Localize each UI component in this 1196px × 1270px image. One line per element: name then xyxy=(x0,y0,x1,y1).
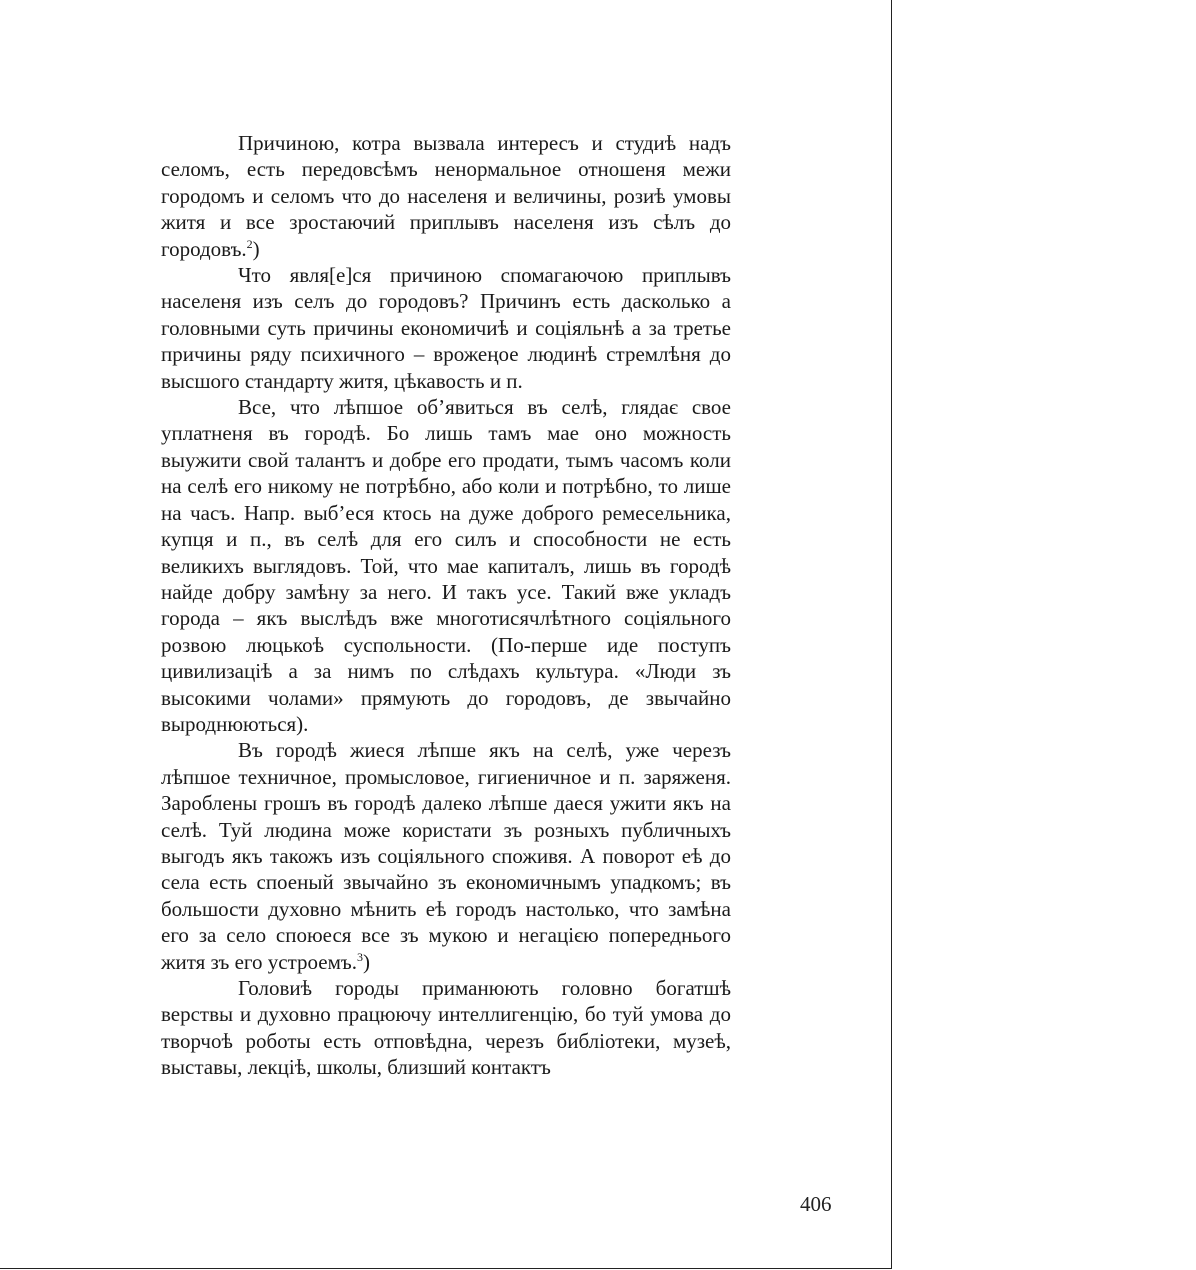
paragraph-text: Въ городѣ жиеся лѣпше якъ на селѣ, уже черезъ лѣпшое техничное, промысловое, гигиеничное и п. заряженя. Зароблены грошъ въ городѣ далеко лѣпше даеся ужити якъ на селѣ. Туй людина може користати зъ розныхъ публичныхъ выгодъ якъ такожъ изъ соціяльного споживя. А поворот еѣ до села есть споеный звычайно зъ економичнымъ упадкомъ; въ большости духовно мѣнить еѣ городъ настолько, что замѣна его за село споюеся все зъ мукою и негацією попереднього житя зъ его устроемъ. xyxy=(161,738,731,974)
paragraph xyxy=(161,975,731,1081)
paragraph-text: Причиною, котра вызвала интересъ и студиѣ надъ селомъ, есть передовсѣмъ ненормальное отношеня межи городомъ и селомъ что до населеня и величины, розиѣ умовы житя и все зростаючий приплывъ населеня изъ сѣлъ до городовъ. xyxy=(161,131,731,261)
paragraph xyxy=(161,262,731,394)
paragraph-text: Все, что лѣпшое об’явиться въ селѣ, глядає свое уплатненя въ городѣ. Бо лишь тамъ мае оно можность выужити свой талантъ и добре его продати, тымъ часомъ коли на селѣ его никому не потрѣбно, або коли и потрѣбно, то лише на часъ. Напр. выб’еся ктось на дуже доброго ремесельника, купця и п., въ селѣ для его силъ и способности не есть великихъ выглядовъ. Той, что мае капиталъ, лишь въ городѣ найде добру замѣну за него. И такъ усе. Такий вже укладъ города – якъ выслѣдъ вже многотисячлѣтного соціяльного розвою люцькоѣ суспольности. (По-перше иде поступъ цивилизаціѣ а за нимъ по слѣдахъ культура. «Люди зъ высокими чолами» прямують до городовъ, де звычайно выроднюються). xyxy=(161,395,731,736)
paragraph-text: Что явля[е]ся причиною спомагаючою приплывъ населеня изъ селъ до городовъ? Причинъ есть дасколько а головными суть причины економичиѣ и соціяльнѣ а за третье причины ряду психичного – врожеңое людинѣ стремлѣня до высшого стандарту житя, цѣкавость и п. xyxy=(161,263,731,393)
footnote-marker: 3 xyxy=(357,949,363,964)
footnote-marker: 2 xyxy=(246,236,253,251)
paragraph-tail: ) xyxy=(363,949,370,974)
paragraph xyxy=(161,737,731,975)
paragraph xyxy=(161,394,731,737)
body-text xyxy=(161,130,731,1081)
paragraph xyxy=(161,130,731,262)
page-number: 406 xyxy=(800,1192,832,1216)
paragraph-tail: ) xyxy=(252,236,260,261)
paragraph-text: Головиѣ городы приманюють головно богатшѣ верствы и духовно працюючу интеллигенцію, бо туй умова до творчоѣ роботы есть отповѣдна, черезъ библіотеки, музеѣ, выставы, лекціѣ, школы, близший контактъ xyxy=(161,976,731,1080)
